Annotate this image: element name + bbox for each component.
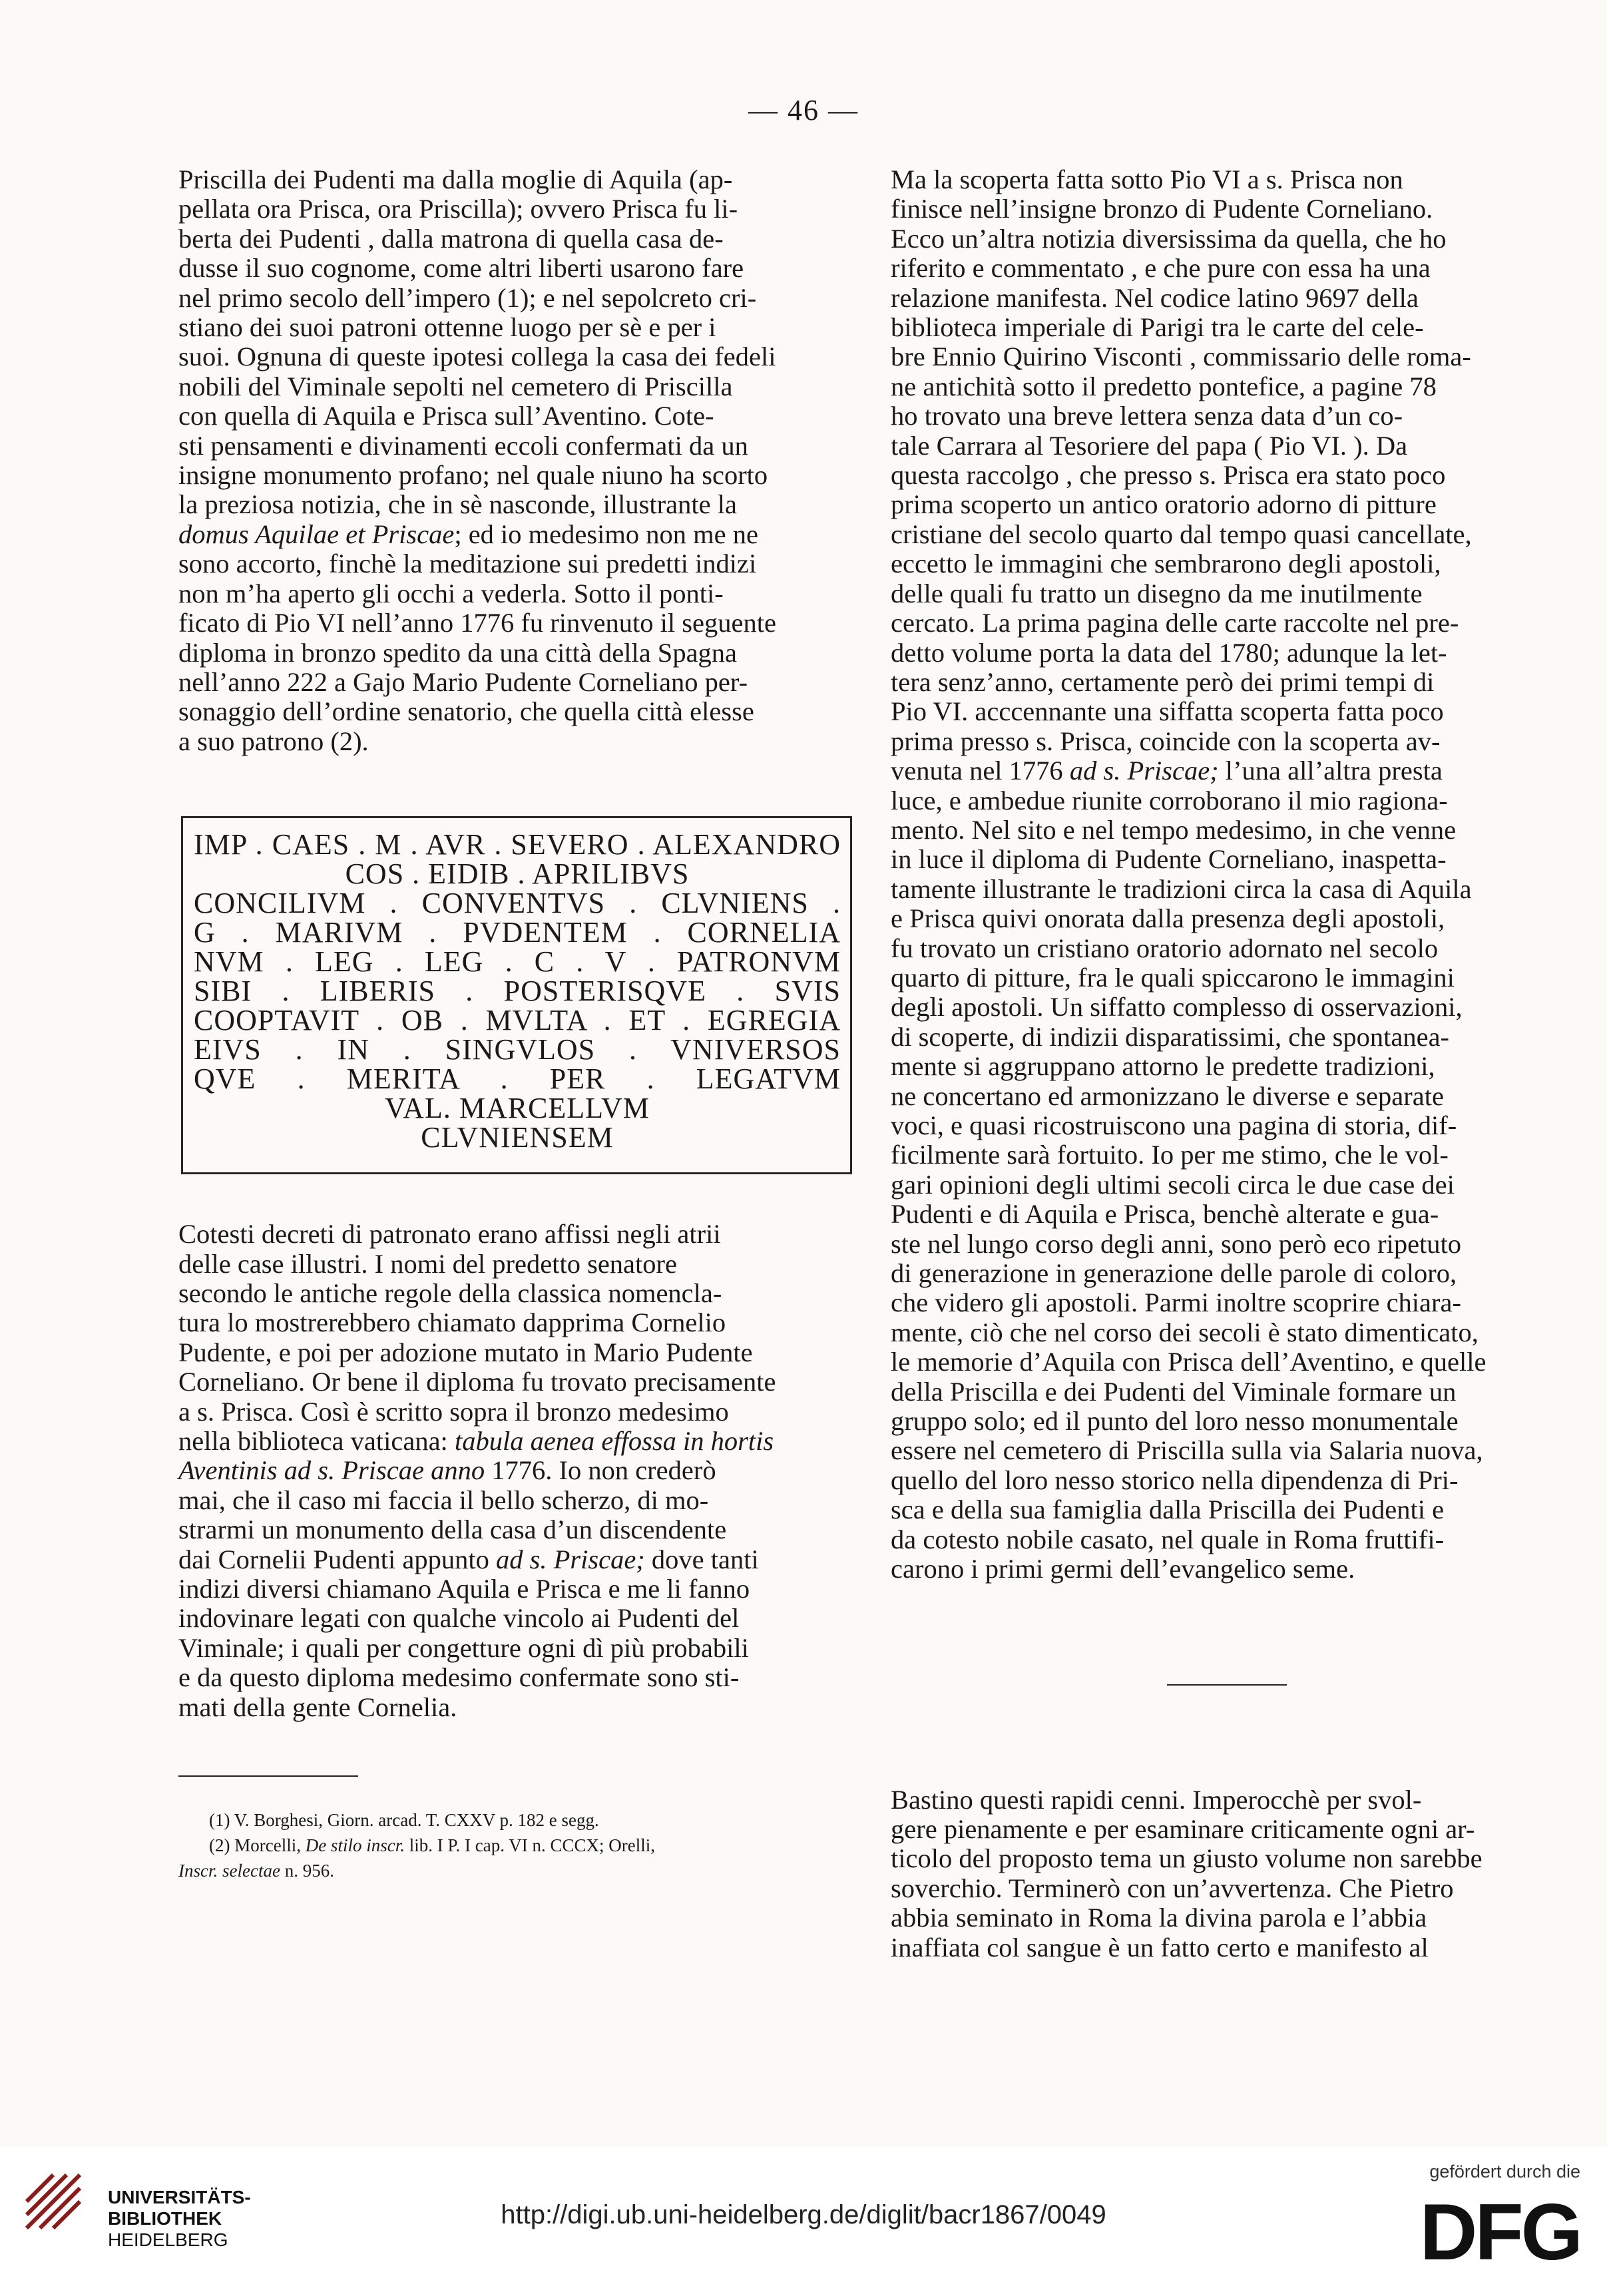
text-line: Pio VI. acccennante una siffatta scoperta fatta poco xyxy=(891,696,1444,727)
inscription-line: SIBI . LIBERIS . POSTERISQVE . SVIS xyxy=(194,975,841,1008)
text-line: secondo le antiche regole della classica nomencla- xyxy=(178,1277,722,1308)
text-line: soverchio. Terminerò con un’avvertenza. Che Pietro xyxy=(891,1873,1454,1903)
text-line: indovinare legati con qualche vincolo ai Pudenti del xyxy=(178,1603,740,1634)
text-line: indizi diversi chiamano Aquila e Prisca e me li fanno xyxy=(178,1574,750,1604)
text-line: Pudenti e di Aquila e Prisca, benchè alterate e gua- xyxy=(891,1199,1439,1230)
right-p1-cont-lines xyxy=(891,786,1563,1584)
text-line: inaffiata col sangue è un fatto certo e manifesto al xyxy=(891,1932,1429,1962)
footnote-2-cont xyxy=(178,1858,857,1883)
footnote-2 xyxy=(178,1833,857,1858)
text-line: a suo patrono (2). xyxy=(178,726,369,756)
text-span: 1776. Io non crederò xyxy=(485,1455,716,1486)
text-line: ficato di Pio VI nell’anno 1776 fu rinvenuto il seguente xyxy=(178,608,776,638)
text-span: n. 956. xyxy=(280,1861,334,1881)
text-line: bre Ennio Quirino Visconti , commissario delle roma- xyxy=(891,342,1471,372)
inscription-line: QVE . MERITA . PER . LEGATVM xyxy=(194,1062,841,1096)
text-line: che videro gli apostoli. Parmi inoltre scoprire chiara- xyxy=(891,1287,1461,1318)
text-line: sca e della sua famiglia dalla Priscilla dei Pudenti e xyxy=(891,1494,1445,1525)
sponsor-caption: gefördert durch die xyxy=(1429,2162,1580,2181)
text-line xyxy=(178,1427,857,1456)
source-url-link[interactable]: http://digi.ub.uni-heidelberg.de/diglit/bacr1867/0049 xyxy=(501,2200,1106,2229)
text-line: non m’ha aperto gli occhi a vederla. Sotto il ponti- xyxy=(178,578,724,608)
text-line: stiano dei suoi patroni ottenne luogo per sè e per i xyxy=(178,312,716,343)
text-line: ste nel lungo corso degli anni, sono però eco ripetuto xyxy=(891,1228,1462,1259)
italic-text: tabula aenea effossa in hortis xyxy=(454,1425,774,1456)
text-line: tale Carrara al Tesoriere del papa ( Pio VI. ). Da xyxy=(891,430,1408,461)
text-line: gari opinioni degli ultimi secoli circa le due case dei xyxy=(891,1169,1455,1200)
right-column xyxy=(891,165,1563,1962)
text-line: quello del loro nesso storico nella dipendenza di Pri- xyxy=(891,1465,1459,1495)
text-line: biblioteca imperiale di Parigi tra le carte del cele- xyxy=(891,312,1424,343)
text-line: eccetto le immagini che sembrarono degli apostoli, xyxy=(891,549,1441,579)
text-line: e da questo diploma medesimo confermate sono sti- xyxy=(178,1662,740,1693)
text-line: cercato. La prima pagina delle carte raccolte nel pre- xyxy=(891,608,1459,638)
text-line: abbia seminato in Roma la divina parola e l’abbia xyxy=(891,1903,1427,1933)
library-name-line: UNIVERSITÄTS- xyxy=(108,2187,251,2207)
text-span: nella biblioteca vaticana: xyxy=(178,1425,455,1456)
library-name-line: HEIDELBERG xyxy=(108,2229,228,2250)
text-line: tera senz’anno, certamente però dei primi tempi di xyxy=(891,666,1435,697)
text-line: ho trovato una breve lettera senza data d’un co- xyxy=(891,401,1403,431)
text-line: sonaggio dell’ordine senatorio, che quella città elesse xyxy=(178,696,754,727)
right-paragraph-1 xyxy=(891,165,1563,1584)
text-line: Viminale; i quali per congetture ogni dì più probabili xyxy=(178,1632,749,1663)
inscription-line: COOPTAVIT . OB . MVLTA . ET . EGREGIA xyxy=(194,1004,841,1037)
text-line: Corneliano. Or bene il diploma fu trovato precisamente xyxy=(178,1367,776,1397)
text-line: ticolo del proposto tema un giusto volume non sarebbe xyxy=(891,1843,1483,1874)
page-number: — 46 — xyxy=(748,94,859,126)
text-line: fu trovato un cristiano oratorio adornato nel secolo xyxy=(891,933,1439,963)
text-line: gere pienamente e per esaminare criticamente ogni ar- xyxy=(891,1813,1475,1844)
text-line: tura lo mostrerebbero chiamato dapprima Cornelio xyxy=(178,1307,726,1338)
text-span: dove tanti xyxy=(644,1544,759,1574)
footnote-divider xyxy=(178,1775,358,1777)
text-line: delle quali fu tratto un disegno da me inutilmente xyxy=(891,578,1423,608)
left-p1-lines xyxy=(178,165,857,520)
text-span: ; ed io medesimo non me ne xyxy=(454,519,758,549)
text-line: insigne monumento profano; nel quale niuno ha scorto xyxy=(178,460,768,491)
text-line: cristiane del secolo quarto dal tempo quasi cancellate, xyxy=(891,519,1472,549)
right-p1-lines xyxy=(891,165,1563,756)
text-line: questa raccolgo , che presso s. Prisca era stato poco xyxy=(891,460,1446,491)
text-line xyxy=(178,520,857,549)
left-p2c-lines xyxy=(178,1574,857,1722)
inscription-line: NVM . LEG . LEG . C . V . PATRONVM xyxy=(194,945,841,979)
text-span: venuta nel 1776 xyxy=(891,756,1070,786)
inscription-line: VAL. MARCELLVM xyxy=(385,1092,650,1125)
text-span: lib. I P. I cap. VI n. CCCX; Orelli, xyxy=(404,1835,655,1856)
text-line: Ma la scoperta fatta sotto Pio VI a s. Prisca non xyxy=(891,164,1403,194)
text-span: l’una all’altra presta xyxy=(1218,756,1443,786)
italic-text: ad s. Priscae; xyxy=(495,1544,645,1574)
inscription-line: EIVS . IN . SINGVLOS . VNIVERSOS xyxy=(194,1033,841,1066)
inscription-line: CONCILIVM . CONVENTVS . CLVNIENS . xyxy=(194,887,841,920)
text-line: delle case illustri. I nomi del predetto senatore xyxy=(178,1248,677,1279)
left-paragraph-1 xyxy=(178,165,857,756)
text-line: mati della gente Cornelia. xyxy=(178,1692,457,1722)
text-line: Cotesti decreti di patronato erano affissi negli atrii xyxy=(178,1219,721,1250)
text-line: sti pensamenti e divinamenti eccoli confermati da un xyxy=(178,430,748,461)
text-line: a s. Prisca. Così è scritto sopra il bronzo medesimo xyxy=(178,1396,729,1427)
text-line: prima presso s. Prisca, coincide con la scoperta av- xyxy=(891,726,1441,756)
text-line: finisce nell’insigne bronzo di Pudente Corneliano. xyxy=(891,194,1433,224)
text-line: essere nel cemetero di Priscilla sulla via Salaria nuova, xyxy=(891,1435,1483,1466)
left-paragraph-2 xyxy=(178,1220,857,1722)
dfg-logo[interactable]: DFG xyxy=(1419,2187,1580,2277)
text-line: da cotesto nobile casato, nel quale in Roma fruttifi- xyxy=(891,1524,1445,1554)
left-column xyxy=(178,165,857,1883)
text-line: mente, ciò che nel corso dei secoli è stato dimenticato, xyxy=(891,1317,1479,1347)
text-line: ficilmente sarà fortuito. Io per me stimo, che le vol- xyxy=(891,1140,1449,1170)
text-line: berta dei Pudenti , dalla matrona di quella casa de- xyxy=(178,223,724,254)
text-line: la preziosa notizia, che in sè nasconde, illustrante la xyxy=(178,489,737,520)
text-line: suoi. Ognuna di queste ipotesi collega la casa dei fedeli xyxy=(178,342,776,372)
text-line xyxy=(891,756,1563,786)
text-line: di scoperte, di indizii disparatissimi, che spontanea- xyxy=(891,1021,1450,1052)
italic-text: domus Aquilae et Priscae xyxy=(178,519,455,549)
italic-text: Aventinis ad s. Priscae anno xyxy=(178,1455,485,1486)
text-line: Ecco un’altra notizia diversissima da quella, che ho xyxy=(891,223,1447,254)
footer-bar xyxy=(0,2147,1607,2296)
text-line xyxy=(178,1456,857,1485)
inscription-line: COS . EIDIB . APRILIBVS xyxy=(345,857,690,891)
inscription-box xyxy=(181,816,852,1174)
text-line: tamente illustrante le tradizioni circa la casa di Aquila xyxy=(891,873,1472,904)
text-line: quarto di pitture, fra le quali spiccarono le immagini xyxy=(891,962,1455,993)
text-line: e Prisca quivi onorata dalla presenza degli apostoli, xyxy=(891,903,1445,934)
text-line: nell’anno 222 a Gajo Mario Pudente Corneliano per- xyxy=(178,666,748,697)
text-line: Bastino questi rapidi cenni. Imperocchè per svol- xyxy=(891,1784,1422,1815)
text-line xyxy=(178,1545,857,1574)
text-line: ne antichità sotto il predetto pontefice, a pagine 78 xyxy=(891,371,1437,401)
italic-text: ad s. Priscae; xyxy=(1069,756,1219,786)
text-line: luce, e ambedue riunite corroborano il mio ragiona- xyxy=(891,785,1448,815)
text-line: pellata ora Prisca, ora Priscilla); ovvero Prisca fu li- xyxy=(178,194,738,224)
text-line: le memorie d’Aquila con Prisca dell’Aventino, e quelle xyxy=(891,1347,1487,1377)
text-line: Priscilla dei Pudenti ma dalla moglie di Aquila (ap- xyxy=(178,164,733,194)
left-p2b-lines xyxy=(178,1486,857,1545)
text-line: voci, e quasi ricostruiscono una pagina di storia, dif- xyxy=(891,1110,1457,1140)
footnote-1: (1) V. Borghesi, Giorn. arcad. T. CXXV p. 182 e segg. xyxy=(209,1810,599,1831)
text-line: nel primo secolo dell’impero (1); e nel sepolcreto cri- xyxy=(178,282,757,313)
left-p2a-lines xyxy=(178,1220,857,1427)
text-line: di generazione in generazione delle parole di coloro, xyxy=(891,1258,1457,1289)
text-line: mento. Nel sito e nel tempo medesimo, in che venne xyxy=(891,814,1457,845)
text-line: prima scoperto un antico oratorio adorno di pitture xyxy=(891,489,1437,520)
text-line: Pudente, e poi per adozione mutato in Mario Pudente xyxy=(178,1337,753,1367)
text-line: riferito e commentato , e che pure con essa ha una xyxy=(891,253,1431,284)
text-line: strarmi un monumento della casa d’un discendente xyxy=(178,1514,727,1545)
library-name-line: BIBLIOTHEK xyxy=(108,2208,222,2229)
inscription-line: IMP . CAES . M . AVR . SEVERO . ALEXANDRO xyxy=(194,828,841,861)
text-line: in luce il diploma di Pudente Corneliano, inaspetta- xyxy=(891,844,1447,875)
text-line: mente si aggruppano attorno le predette tradizioni, xyxy=(891,1051,1435,1082)
text-line: degli apostoli. Un siffatto complesso di osservazioni, xyxy=(891,992,1463,1023)
italic-text: De stilo inscr. xyxy=(305,1835,405,1856)
text-line: sono accorto, finchè la meditazione sui predetti indizi xyxy=(178,549,757,579)
text-line: della Priscilla e dei Pudenti del Viminale formare un xyxy=(891,1376,1457,1407)
inscription-lines xyxy=(194,830,841,1152)
inscription-line: G . MARIVM . PVDENTEM . CORNELIA xyxy=(194,916,841,949)
text-line: gruppo solo; ed il punto del loro nesso monumentale xyxy=(891,1406,1459,1437)
text-line: mai, che il caso mi faccia il bello scherzo, di mo- xyxy=(178,1485,709,1515)
italic-text: Inscr. selectae xyxy=(178,1861,280,1881)
right-paragraph-2 xyxy=(891,1785,1563,1962)
text-line: dusse il suo cognome, come altri liberti usarono fare xyxy=(178,253,744,284)
text-span: (2) Morcelli, xyxy=(209,1835,306,1856)
text-span: dai Cornelii Pudenti appunto xyxy=(178,1544,496,1574)
text-line: detto volume porta la data del 1780; adunque la let- xyxy=(891,637,1447,668)
section-divider xyxy=(1167,1684,1287,1686)
text-line: carono i primi germi dell’evangelico seme. xyxy=(891,1554,1355,1584)
text-line: con quella di Aquila e Prisca sull’Aventino. Cote- xyxy=(178,401,714,431)
text-line: nobili del Viminale sepolti nel cemetero di Priscilla xyxy=(178,371,733,401)
text-line: diploma in bronzo spedito da una città della Spagna xyxy=(178,637,738,668)
left-p1-cont-lines xyxy=(178,549,857,756)
inscription-line: CLVNIENSEM xyxy=(421,1121,614,1154)
text-line: relazione manifesta. Nel codice latino 9697 della xyxy=(891,282,1419,313)
text-line: ne concertano ed armonizzano le diverse e separate xyxy=(891,1080,1444,1111)
